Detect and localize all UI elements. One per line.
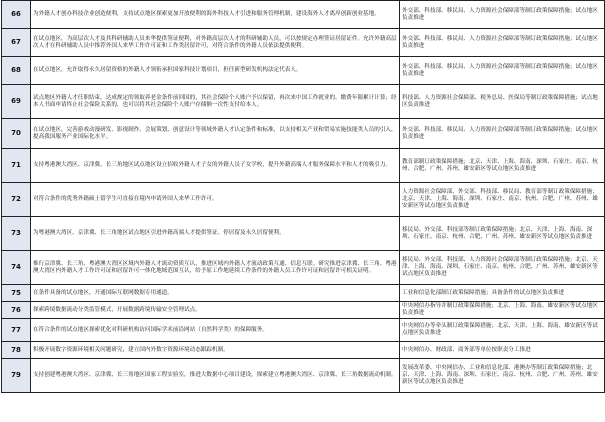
responsible-department-cell: 科技部、人力资源社会保障部、税务总局、医保局等制订政策保障措施；试点地区负责推进	[400, 85, 605, 119]
responsible-department-cell: 移民局、外交部、科技部等制订政策保障措施；北京、天津、上海、海南、深圳、石家庄、南京、杭州、合肥、广州、苏州、雄安新区等试点地区负责推进	[400, 217, 605, 251]
row-number-cell: 67	[2, 29, 31, 57]
table-row	[2, 1, 605, 29]
table-row	[2, 57, 605, 85]
row-number-cell: 66	[2, 1, 31, 29]
row-number-cell: 72	[2, 183, 31, 217]
measure-content-cell: 在条件具备的试点地区，开通国际互联网数据专用通道。	[31, 285, 400, 302]
table-row	[2, 119, 605, 149]
table-row	[2, 85, 605, 119]
row-number-cell: 70	[2, 119, 31, 149]
row-number-cell: 71	[2, 149, 31, 183]
measure-content-cell: 积极开展数字资源环境相关问题研究，建立国内外数字资源环境动态跟踪机制。	[31, 342, 400, 359]
row-number-cell: 79	[2, 359, 31, 393]
responsible-department-cell: 中央网信办、财政部、商务部等单位按职责分工推进	[400, 342, 605, 359]
measure-content-cell: 在符合条件的试点地区探索优化对科研机构访问国际学术前沿网站（自然科学类）的保障服务。	[31, 319, 400, 342]
table-row	[2, 29, 605, 57]
responsible-department-cell: 教育部制订政策保障措施；北京、天津、上海、海南、深圳、石家庄、南京、杭州、合肥、广州、苏州、雄安新区等试点地区负责推进	[400, 149, 605, 183]
responsible-department-cell: 外交部、科技部、移民局、人力资源社会保障部等制订政策保障措施；试点地区负责推进	[400, 119, 605, 149]
row-number-cell: 76	[2, 302, 31, 319]
responsible-department-cell: 工业和信息化部制订政策保障措施；具备条件的试点地区负责推进	[400, 285, 605, 302]
table-row	[2, 149, 605, 183]
row-number-cell: 75	[2, 285, 31, 302]
table-row	[2, 319, 605, 342]
measure-content-cell: 探索跨境数据流动分类监管模式，开展数据跨境传输安全管理试点。	[31, 302, 400, 319]
measure-content-cell: 支持创建粤港澳大湾区、京津冀、长三角地区国家工程实验室，推进大数据中心项目建设，探索建立粤港澳大湾区、京津冀、长三角数据流动机制。	[31, 359, 400, 393]
row-number-cell: 77	[2, 319, 31, 342]
row-number-cell: 68	[2, 57, 31, 85]
responsible-department-cell: 人力资源社会保障部、外交部、科技部、移民局、教育部等制订政策保障措施；北京、天津、上海、海南、深圳、石家庄、南京、杭州、合肥、广州、苏州、雄安新区等试点地区负责推进	[400, 183, 605, 217]
table-row	[2, 342, 605, 359]
responsible-department-cell: 中央网信办等牵头制订政策保障措施；北京、天津、上海、海南、雄安新区等试点地区负责推进	[400, 319, 605, 342]
measure-content-cell: 对符合条件的优秀外籍硕士留学生可直接在境内申请外国人来华工作许可。	[31, 183, 400, 217]
table-row	[2, 285, 605, 302]
measure-content-cell: 为粤港澳大湾区、京津冀、长三角地区试点地区引进外籍高端人才提供签证、停居留及永久居留便利。	[31, 217, 400, 251]
responsible-department-cell: 外交部、科技部、移民局、人力资源社会保障部等制订政策保障措施；试点地区负责推进	[400, 1, 605, 29]
table-row	[2, 183, 605, 217]
responsible-department-cell: 移民局、外交部、科技部、人力资源社会保障部等制订政策保障措施；北京、天津、上海、海南、深圳、石家庄、南京、杭州、合肥、广州、苏州、雄安新区等试点地区负责推进	[400, 251, 605, 285]
row-number-cell: 73	[2, 217, 31, 251]
table-row	[2, 359, 605, 393]
responsible-department-cell: 外交部、科技部、移民局、人力资源社会保障部等制订政策保障措施；试点地区负责推进	[400, 57, 605, 85]
row-number-cell: 69	[2, 85, 31, 119]
responsible-department-cell: 外交部、科技部、移民局、人力资源社会保障部等制订政策保障措施；试点地区负责推进	[400, 29, 605, 57]
measure-content-cell: 在试点地区，完善游戏动漫研发、影视制作、会展策划、创意设计等领域外籍人才认定条件和标准，以支持相关产业和贸易实施技能类人员的引入，提高我国服务产业国际化水平。	[31, 119, 400, 149]
measure-content-cell: 推行京津冀、长三角、粤港澳大湾区区域内外籍人才流动资质互认，推进区域内外籍人才流动政策互通、信息互联。研究推进京津冀、长三角、粤港澳大湾区内外籍人才工作许可证和居留许可一体化地域范围互认，给予原工作地延续工作条件的外籍人员工作许可证和居留许可相关证明。	[31, 251, 400, 285]
measures-table	[1, 0, 605, 393]
measure-content-cell: 在试点地区，为高层次人才及其科研辅助人员来华提供签证便利，对外籍高层次人才的科研辅助人员，可以按规定办理签证居留证件。允许外籍高层次人才在科研辅助人员中推荐外国人来华工作许可证和工作类居留许可，对符合条件的外籍人员依法提供便利。	[31, 29, 400, 57]
responsible-department-cell: 发展改革委、中央网信办、工业和信息化部、港澳办等制订政策保障措施；北京、天津、上海、海南、深圳、石家庄、南京、杭州、合肥、广州、苏州、雄安新区等试点地区负责推进	[400, 359, 605, 393]
row-number-cell: 74	[2, 251, 31, 285]
measure-content-cell: 支持粤港澳大湾区、京津冀、长三角地区试点地区设立招收外籍人才子女的外籍人员子女学校，提升外籍高端人才服务保障水平和人才的吸引力。	[31, 149, 400, 183]
measure-content-cell: 在试点地区，允许取得永久居留资格的外籍人才领衔承担国家科技计划项目，担任新型研发机构法定代表人。	[31, 57, 400, 85]
row-number-cell: 78	[2, 342, 31, 359]
table-row	[2, 217, 605, 251]
table-row	[2, 251, 605, 285]
responsible-department-cell: 中央网信办指导并制订政策保障措施；北京、上海、海南、雄安新区等试点地区负责推进	[400, 302, 605, 319]
measure-content-cell: 试点地区外籍人才任职结束，达成规定的领取养老金条件前回国的，其社会保险个人账户予以保留，再次来中国工作就业的，缴费年限累计计算；经本人书面申请终止社会保险关系的，也可以将其社会保险个人账户存储额一次性支付给本人。	[31, 85, 400, 119]
table-body	[2, 1, 605, 393]
measure-content-cell: 为外籍人才创办科技企业创造便利，支持试点地区探索更加开放便利的海外科技人才引进和服务管理机制，建设海外人才离岸创新创业基地。	[31, 1, 400, 29]
table-row	[2, 302, 605, 319]
